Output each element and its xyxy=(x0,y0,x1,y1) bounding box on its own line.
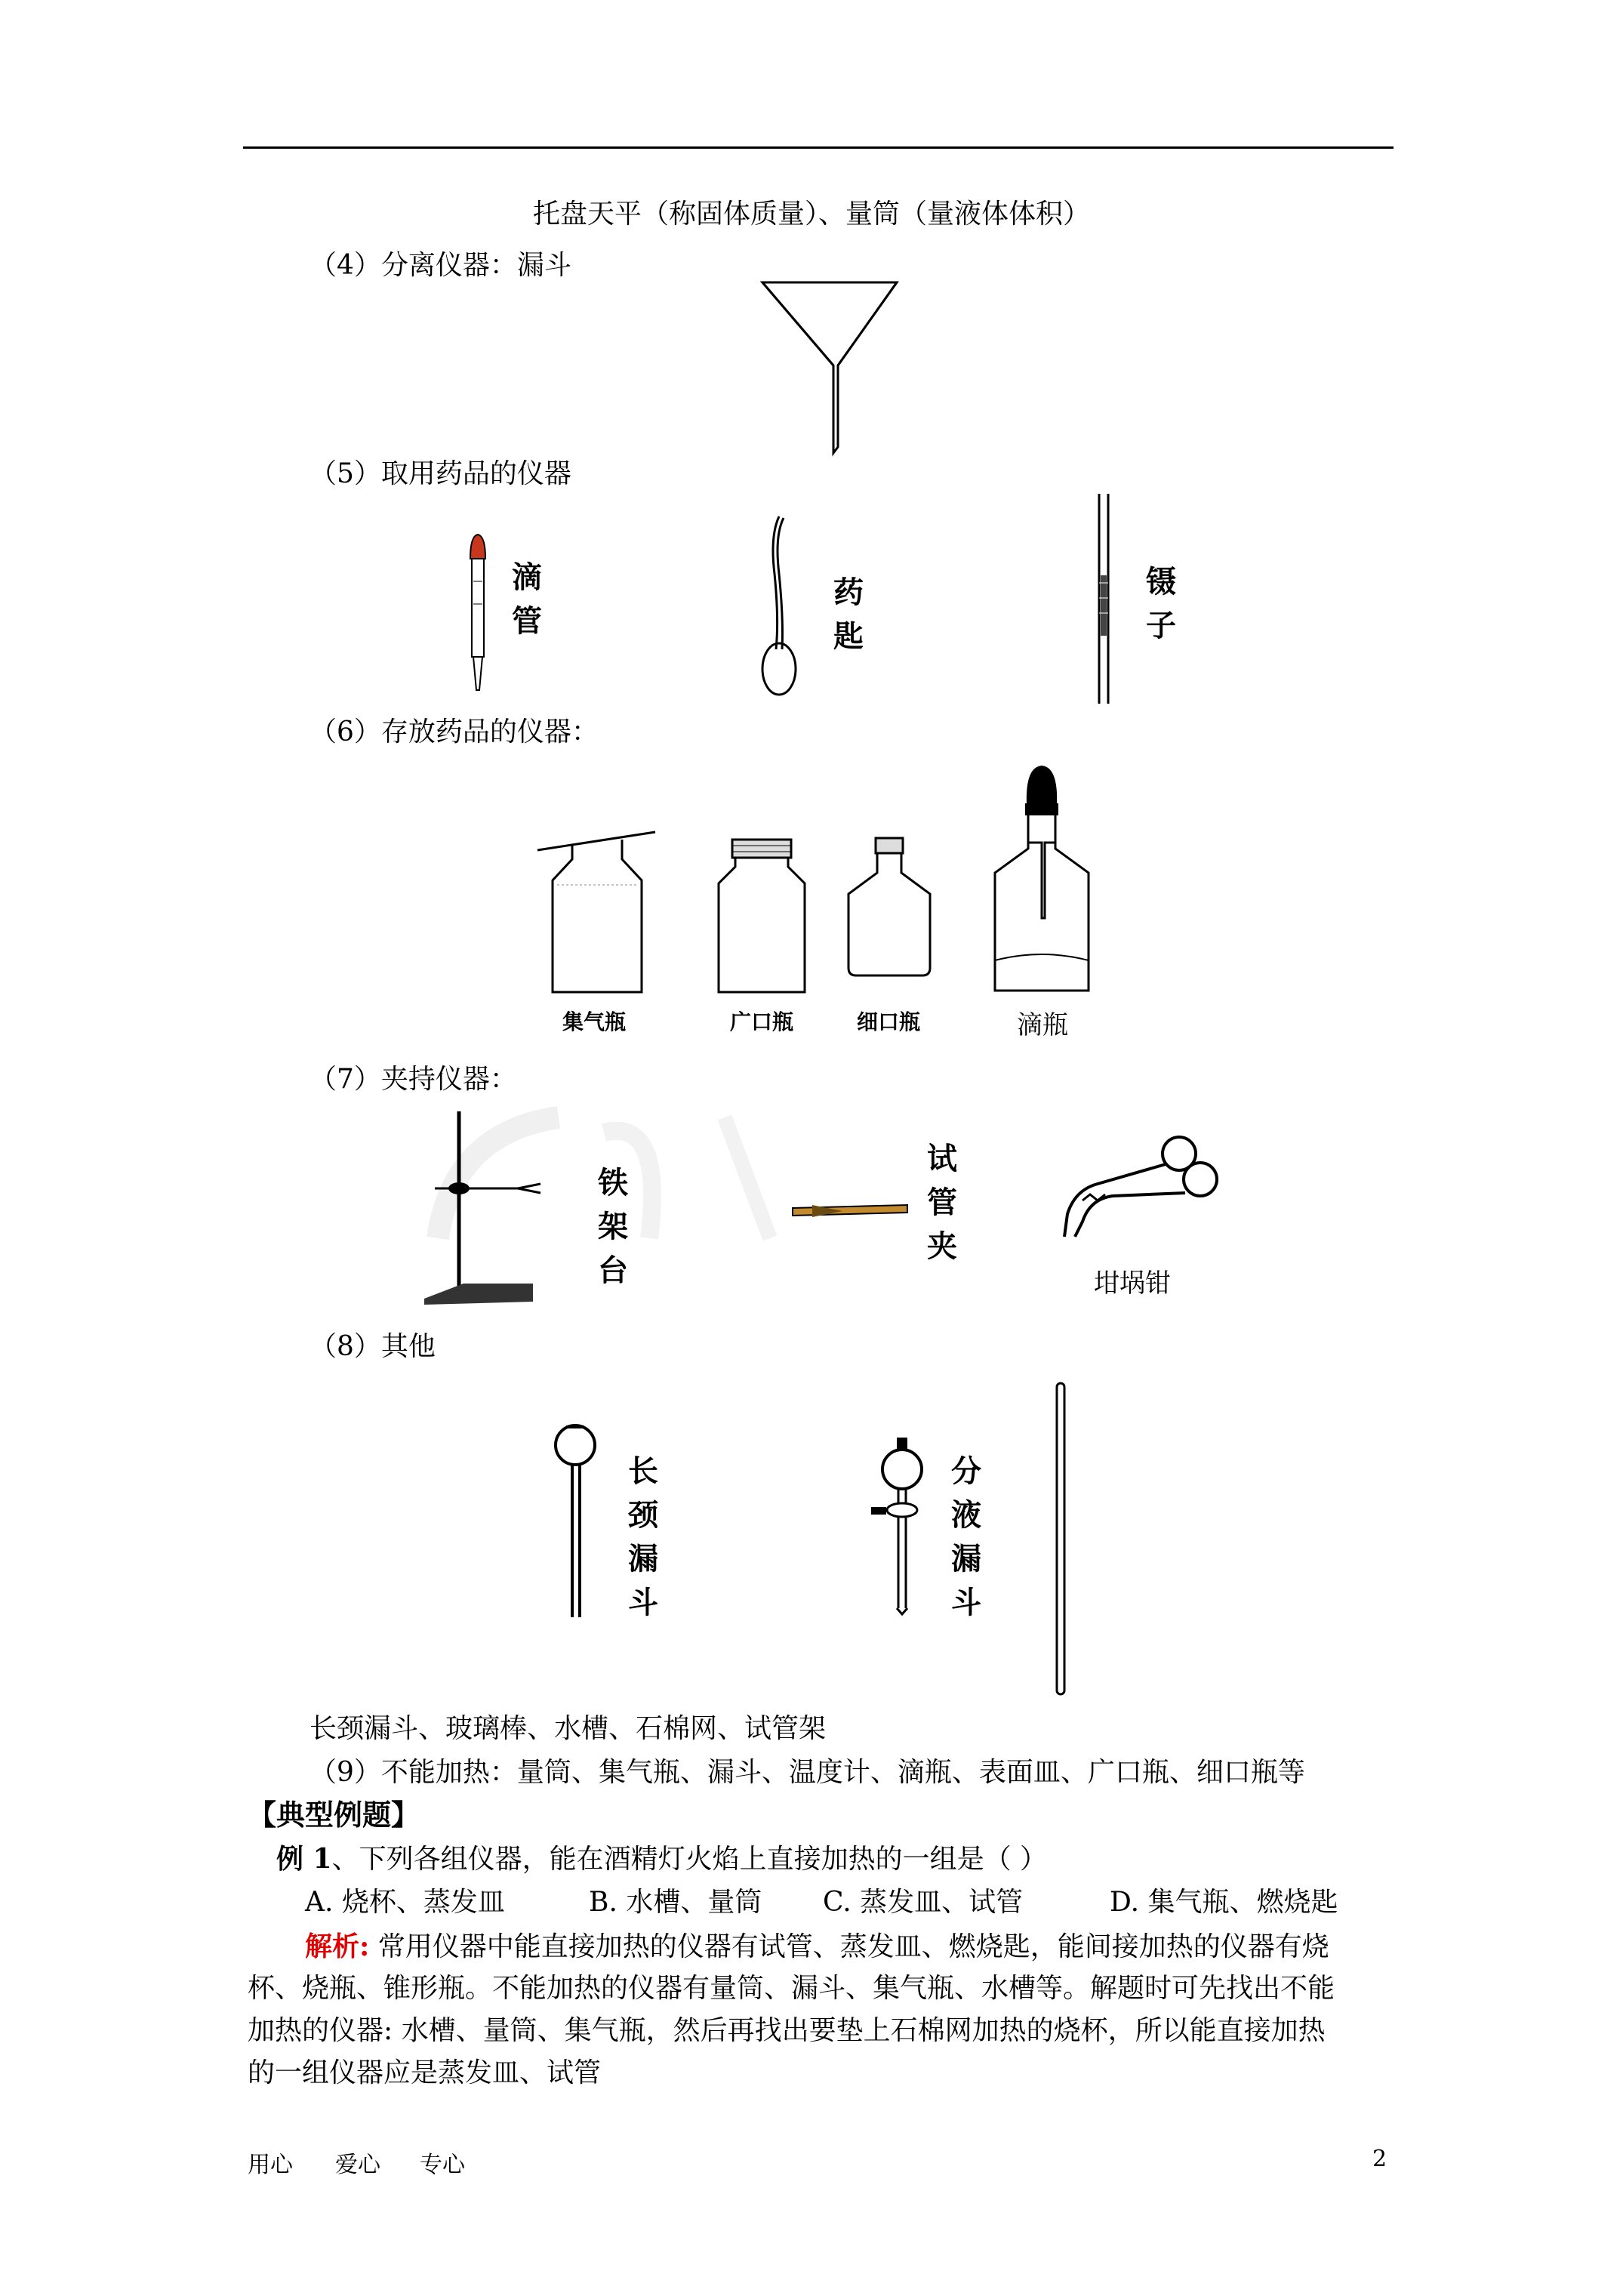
gas-collecting-bottle-illustration xyxy=(534,824,663,998)
page-number: 2 xyxy=(1372,2146,1387,2172)
example-1-question-text: 、下列各组仪器，能在酒精灯火焰上直接加热的一组是（ ） xyxy=(331,1844,1048,1875)
dropper-illustration xyxy=(457,529,502,695)
test-tube-clamp-label: 试 管 夹 xyxy=(927,1142,957,1264)
narrow-mouth-label: 细口瓶 xyxy=(856,1009,920,1034)
crucible-tongs-illustration xyxy=(1052,1131,1233,1244)
option-b: B. 水槽、量筒 xyxy=(589,1887,762,1918)
glass-rod-illustration xyxy=(1054,1382,1069,1699)
separatory-funnel-label: 分 液 漏 斗 xyxy=(951,1454,981,1620)
crucible-tongs-label: 坩埚钳 xyxy=(1094,1268,1171,1299)
footer-motto-3: 专心 xyxy=(420,2152,465,2178)
section-7-heading: （7）夹持仪器： xyxy=(310,1064,517,1095)
medicine-spoon-illustration xyxy=(749,513,809,702)
balance-cylinder-line: 托盘天平（称固体质量）、量筒（量液体体积） xyxy=(532,199,1090,230)
iron-stand-illustration xyxy=(420,1108,571,1312)
dropper-label: 滴 管 xyxy=(512,560,542,639)
examples-heading: 【典型例题】 xyxy=(248,1798,420,1832)
analysis-label: 解析: xyxy=(305,1931,370,1962)
header-rule xyxy=(243,146,1394,149)
option-a: A. 烧杯、蒸发皿 xyxy=(305,1887,505,1918)
funnel-illustration xyxy=(755,281,906,455)
section-6-heading: （6）存放药品的仪器： xyxy=(310,717,599,747)
analysis-line-3: 加热的仪器: 水槽、量筒、集气瓶，然后再找出要垫上石棉网加热的烧杯，所以能直接加热 xyxy=(248,2015,1326,2046)
analysis-line-1 xyxy=(305,1930,1329,1964)
footer-motto-2: 爱心 xyxy=(335,2152,380,2178)
drop-bottle-label: 滴瓶 xyxy=(1017,1010,1068,1040)
section-9-line: （9）不能加热：量筒、集气瓶、漏斗、温度计、滴瓶、表面皿、广口瓶、细口瓶等 xyxy=(310,1757,1305,1788)
test-tube-clamp-illustration xyxy=(790,1196,910,1226)
option-c: C. 蒸发皿、试管 xyxy=(823,1887,1024,1918)
long-neck-funnel-label: 长 颈 漏 斗 xyxy=(628,1454,658,1620)
tweezers-label: 镊 子 xyxy=(1146,565,1176,643)
others-line: 长颈漏斗、玻璃棒、水槽、石棉网、试管架 xyxy=(310,1713,827,1744)
spoon-label: 药 匙 xyxy=(833,575,864,654)
example-1-label: 例 1 xyxy=(276,1843,332,1875)
separatory-funnel-illustration xyxy=(868,1435,936,1616)
iron-stand-label: 铁 架 台 xyxy=(598,1166,628,1288)
tweezers-illustration xyxy=(1086,492,1123,711)
narrow-mouth-bottle-illustration xyxy=(844,835,935,994)
footer-motto-1: 用心 xyxy=(248,2152,293,2178)
analysis-text-1: 常用仪器中能直接加热的仪器有试管、蒸发皿、燃烧匙，能间接加热的仪器有烧 xyxy=(369,1931,1329,1962)
dropping-bottle-illustration xyxy=(989,760,1095,1001)
gas-bottle-label: 集气瓶 xyxy=(562,1009,626,1034)
section-4-heading: （4）分离仪器：漏斗 xyxy=(310,250,571,281)
analysis-line-4: 的一组仪器应是蒸发皿、试管 xyxy=(248,2057,602,2088)
section-8-heading: （8）其他 xyxy=(310,1331,436,1362)
analysis-line-2: 杯、烧瓶、锥形瓶。不能加热的仪器有量筒、漏斗、集气瓶、水槽等。解题时可先找出不能 xyxy=(248,1973,1335,2004)
example-1-question xyxy=(276,1842,1047,1876)
wide-mouth-bottle-illustration xyxy=(713,837,811,1003)
section-5-heading: （5）取用药品的仪器 xyxy=(310,458,571,489)
long-neck-funnel-illustration xyxy=(550,1419,602,1623)
option-d: D. 集气瓶、燃烧匙 xyxy=(1110,1887,1338,1918)
wide-mouth-label: 广口瓶 xyxy=(729,1009,793,1034)
